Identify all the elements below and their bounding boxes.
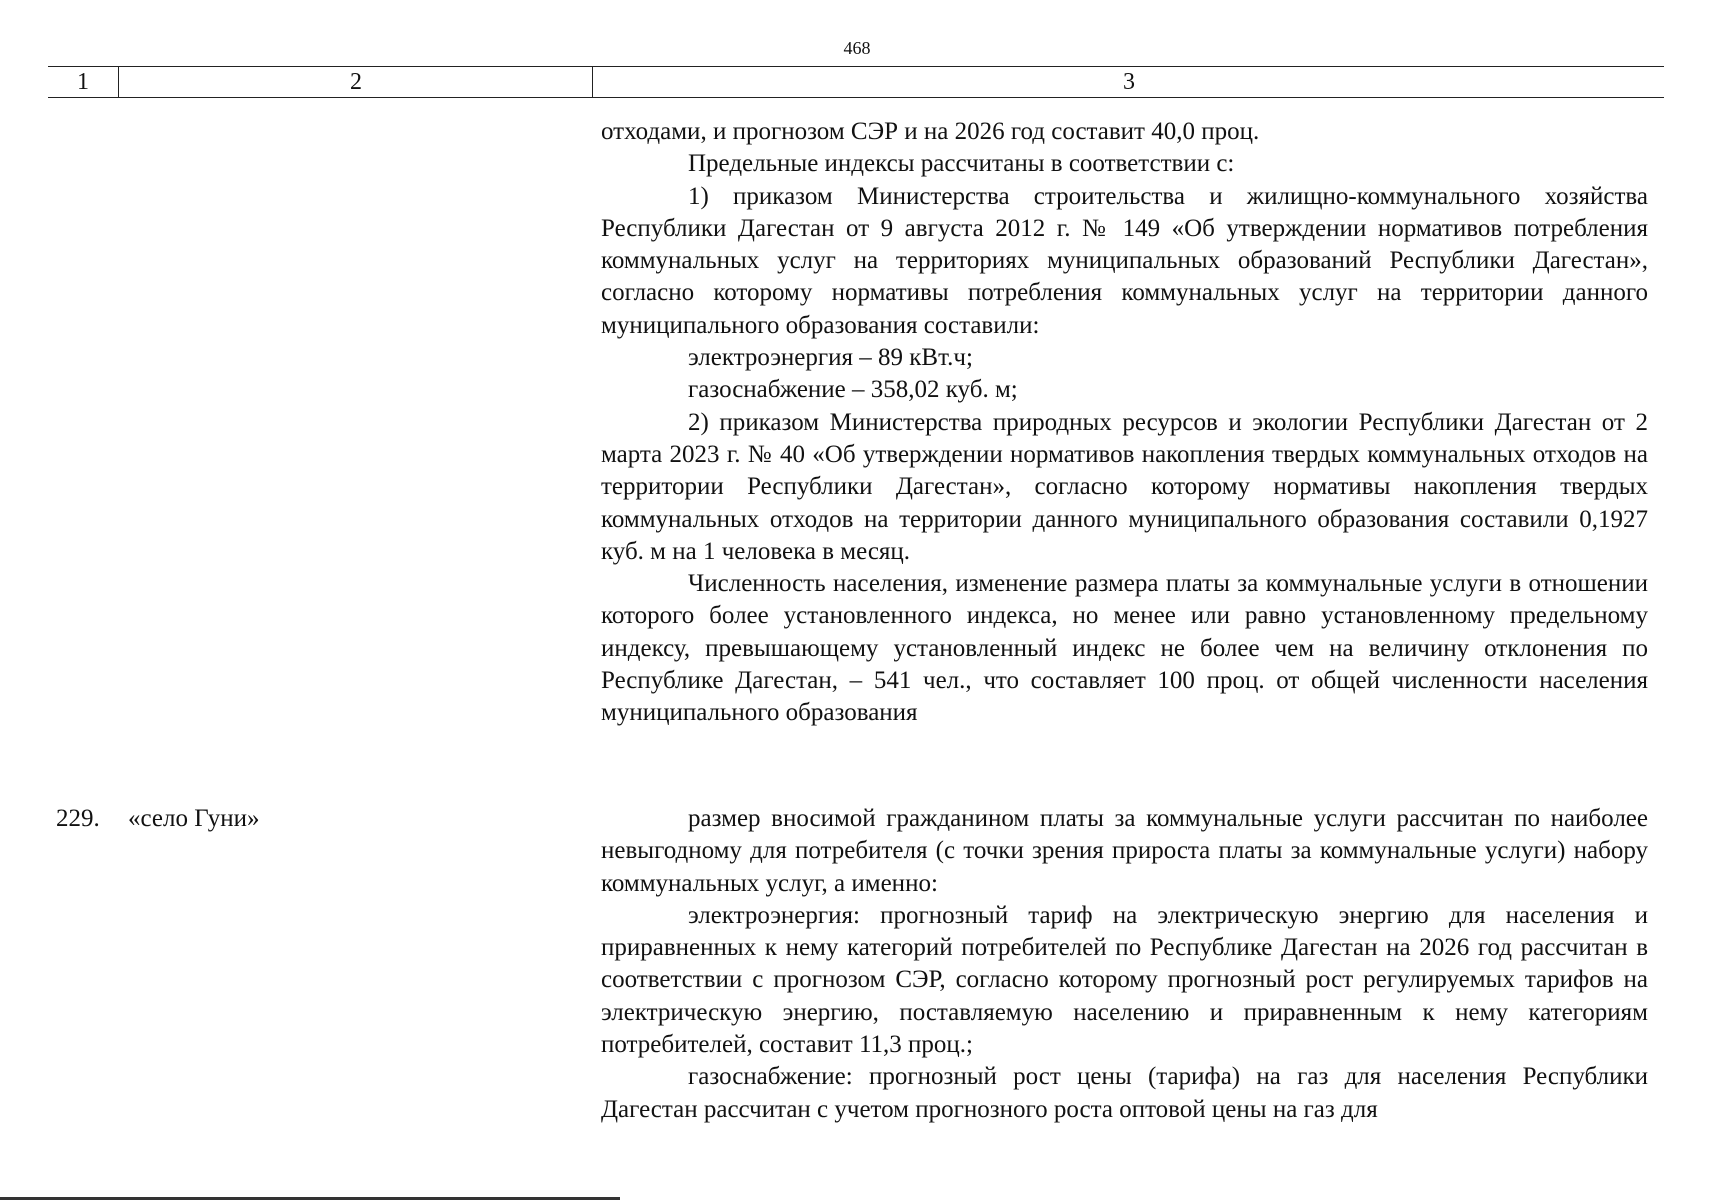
table-header-row: [48, 66, 1664, 98]
paragraph: 1) приказом Министерства строительства и жилищно-коммунального хозяйства Республики Дагестан от 9 августа 2012 г. № 149 «Об утверждении нормативов потребления коммунальных услуг на территориях муниципальных образований Республики Дагестан», согласно которому нормативы потребления коммунальных услуг на территории данного муниципального образования составили:: [601, 182, 1648, 339]
entry-229-text: [601, 803, 1648, 1126]
paragraph: отходами, и прогнозом СЭР и на 2026 год составит 40,0 проц.: [601, 118, 1260, 145]
header-column-1: 1: [77, 69, 89, 95]
paragraph: электроэнергия: прогнозный тариф на электрическую энергию для населения и приравненных к нему категорий потребителей по Республике Дагестан на 2026 год рассчитан в соответствии с прогнозом СЭР, согласно которому прогнозный рост регулируемых тарифов на электрическую энергию, поставляемую населению и приравненным к нему категориям потребителей, составит 11,3 проц.;: [601, 901, 1648, 1059]
paragraph: газоснабжение – 358,02 куб. м;: [688, 376, 1018, 404]
paragraph: Предельные индексы рассчитаны в соответствии с:: [688, 150, 1235, 178]
continued-entry-text: [601, 116, 1648, 730]
paragraph: размер вносимой гражданином платы за коммунальные услуги рассчитан по наиболее невыгодному для потребителя (с точки зрения прироста платы за коммунальные услуги) набору коммунальных услуг, а именно:: [601, 805, 1648, 897]
header-column-2: 2: [118, 67, 593, 97]
paragraph: 2) приказом Министерства природных ресурсов и экологии Республики Дагестан от 2 марта 2023 г. № 40 «Об утверждении нормативов накопления твердых коммунальных отходов на территории Республики Дагестан», согласно которому нормативы накопления твердых коммунальных отходов на территории данного муниципального образования составили 0,1927 куб. м на 1 человека в месяц.: [601, 408, 1648, 565]
header-column-3: 3: [592, 67, 1665, 97]
municipality-name: «село Гуни»: [128, 805, 260, 832]
paragraph: электроэнергия – 89 кВт.ч;: [688, 344, 973, 372]
paragraph: Численность населения, изменение размера платы за коммунальные услуги в отношении которого более установленного индекса, но менее или равно установленному предельному индексу, превышающему установленный индекс не более чем на величину отклонения по Республике Дагестан, – 541 чел., что составляет 100 проц. от общей численности населения муниципального образования: [601, 570, 1648, 727]
page-number: 468: [843, 38, 871, 58]
entry-number: 229.: [56, 805, 100, 832]
paragraph: газоснабжение: прогнозный рост цены (тарифа) на газ для населения Республики Дагестан рассчитан с учетом прогнозного роста оптовой цены на газ для: [601, 1063, 1648, 1123]
